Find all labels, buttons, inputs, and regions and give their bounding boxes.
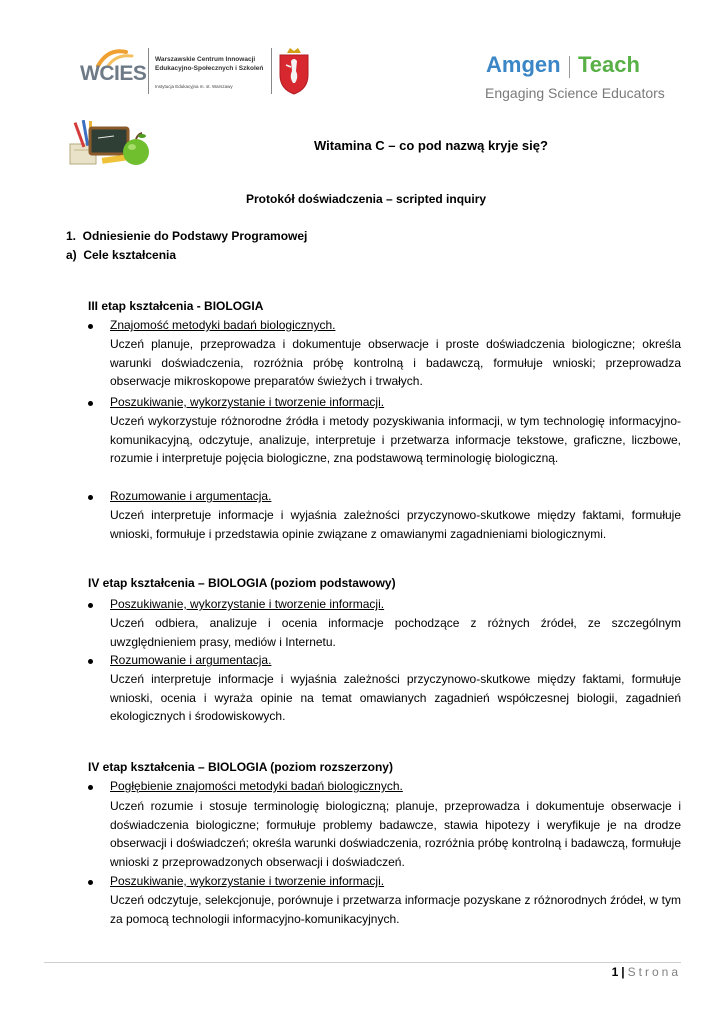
wcies-mark: WCIES (80, 62, 147, 85)
wcies-subline: Instytucja Edukacyjna m. st. Warszawy (155, 84, 233, 89)
item-body: Uczeń odczytuje, selekcjonuje, porównuje i przetwarza informacje pozyskane z różnorodnych źródeł, w tym za pomocą technologii informacyjno-komunikacyjnych. (110, 893, 681, 926)
bullet-icon (88, 880, 93, 885)
amgen-brand: Amgen (486, 52, 561, 77)
stage-heading: IV etap kształcenia – BIOLOGIA (poziom rozszerzony) (88, 760, 393, 774)
school-supplies-illustration-icon (68, 118, 152, 168)
logo-divider (148, 48, 149, 94)
page-word: Strona (627, 965, 681, 979)
section-heading-1: 1. Odniesienie do Podstawy Programowej (66, 229, 308, 243)
item-body: Uczeń odbiera, analizuje i ocenia informacje pochodzące z różnych źródeł, ze szczególnym uwzględnieniem prasy, mediów i Internetu. (110, 616, 681, 649)
document-subtitle: Protokół doświadczenia – scripted inquiry (246, 192, 487, 206)
footer-divider (44, 962, 681, 963)
amgen-teach-logo (484, 52, 665, 104)
item-title: Rozumowanie i argumentacja. (110, 653, 272, 667)
item-title: Poszukiwanie, wykorzystanie i tworzenie informacji. (110, 874, 385, 888)
item-body: Uczeń wykorzystuje różnorodne źródła i metody pozyskiwania informacji, w tym technologię informacyjno-komunikacyjną, odczytuje, analizuje, interpretuje i przetwarza informacje tekstowe, graficzne, liczbowe, rozumie i interpretuje pojęcia biologiczne, zna podstawową terminologię biologiczną. (110, 414, 681, 466)
document-title: Witamina C – co pod nazwą kryje się? (314, 138, 548, 153)
item-body: Uczeń interpretuje informacje i wyjaśnia zależności przyczynowo-skutkowe między faktami, formułuje wnioski, formułuje i przedstawia opinie związane z omawianymi zagadnieniami biologicznymi. (110, 508, 681, 541)
item-body: Uczeń rozumie i stosuje terminologię biologiczną; planuje, przeprowadza i dokumentuje obserwacje i doświadczenia biologiczne; formułuje problemy badawcze, stawia hipotezy i weryfikuje je na drodze obserwacji i doświadczeń; określa warunki doświadczenia, rozróżnia próbę kontrolną i badawczą, formułuje wnioski z przeprowadzonych obserwacji i doświadczeń. (110, 799, 681, 870)
item-title: Znajomość metodyki badań biologicznych. (110, 318, 336, 332)
page-number: 1 (611, 965, 619, 979)
warsaw-coat-of-arms-icon (277, 47, 311, 95)
bullet-icon (88, 401, 93, 406)
bullet-icon (88, 659, 93, 664)
bullet-icon (88, 324, 93, 329)
teach-brand: Teach (578, 52, 640, 77)
item-title: Rozumowanie i argumentacja. (110, 489, 272, 503)
bullet-icon (88, 495, 93, 500)
page-footer (612, 965, 681, 979)
wcies-org-line2: Edukacyjno-Społecznych i Szkoleń (155, 65, 264, 72)
item-title: Poszukiwanie, wykorzystanie i tworzenie informacji. (110, 395, 385, 409)
item-title: Pogłębienie znajomości metodyki badań biologicznych. (110, 779, 403, 793)
brand-divider (569, 56, 570, 78)
item-body: Uczeń interpretuje informacje i wyjaśnia zależności przyczynowo-skutkowe między faktami, formułuje wnioski, ocenia i wyraża opinie na temat omawianych zagadnień współczesnej biologii, zagadnień ekologicznych i środowiskowych. (110, 672, 681, 724)
stage-heading: IV etap kształcenia – BIOLOGIA (poziom podstawowy) (88, 576, 396, 590)
item-body: Uczeń planuje, przeprowadza i dokumentuje obserwacje i proste doświadczenia biologiczne; określa warunki doświadczenia, rozróżnia próbę kontrolną i badawczą, formułuje wnioski; przeprowadza obserwacje mikroskopowe preparatów świeżych i trwałych. (110, 337, 681, 389)
amgen-tagline: Engaging Science Educators (485, 85, 665, 101)
stage-heading: III etap kształcenia - BIOLOGIA (88, 299, 264, 313)
logo-divider-2 (271, 48, 272, 94)
section-heading-a: a) Cele kształcenia (66, 248, 177, 262)
item-title: Poszukiwanie, wykorzystanie i tworzenie informacji. (110, 597, 385, 611)
wcies-logo (80, 46, 276, 96)
wcies-org-line1: Warszawskie Centrum Innowacji (155, 56, 256, 63)
bullet-icon (88, 785, 93, 790)
bullet-icon (88, 603, 93, 608)
footer-separator: | (621, 965, 625, 979)
